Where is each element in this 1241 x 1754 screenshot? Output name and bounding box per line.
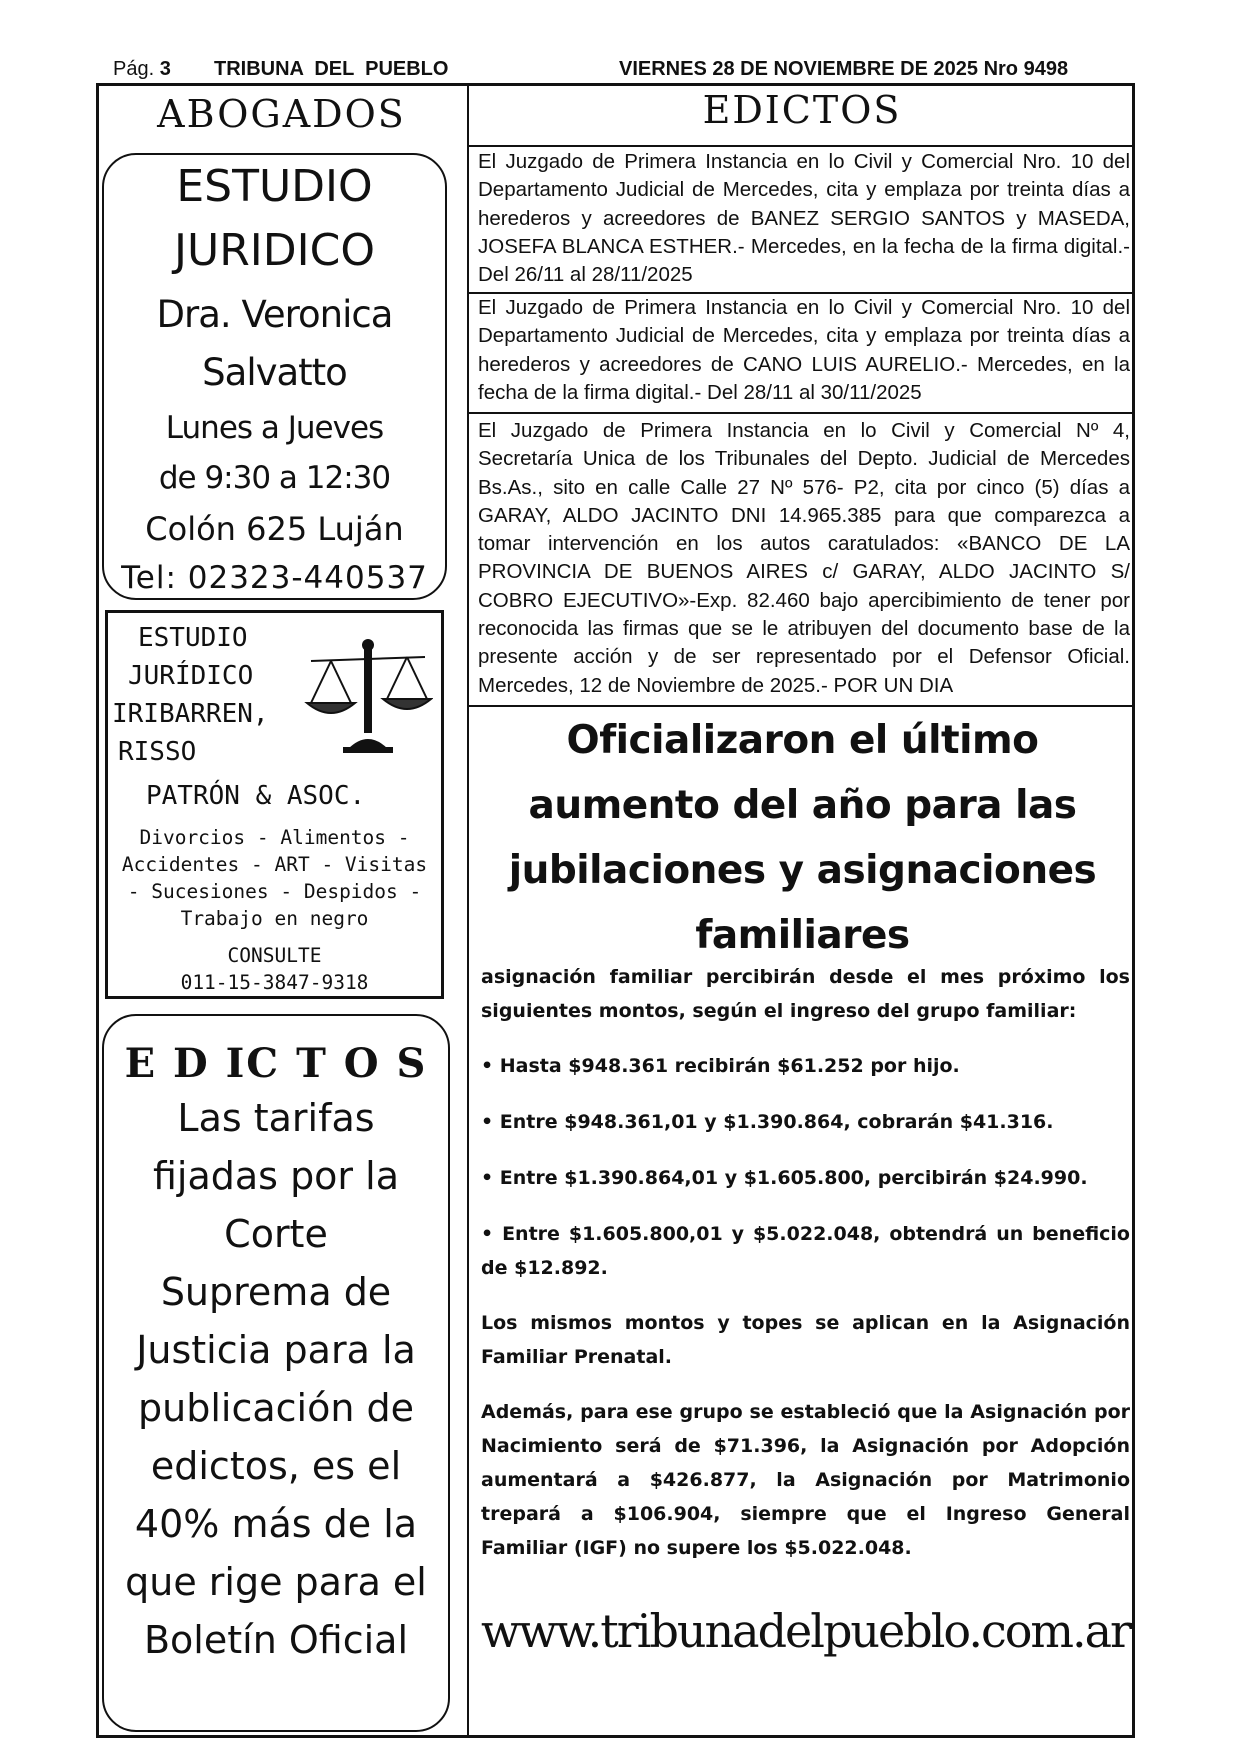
page-label: Pág. 3 (113, 58, 171, 80)
issue-date: VIERNES 28 DE NOVIEMBRE DE 2025 Nro 9498 (619, 58, 1069, 80)
rule (469, 705, 1135, 707)
scales-of-justice-icon (303, 637, 433, 762)
ad3-line: Boletín Oficial (143, 1618, 408, 1662)
rule (469, 145, 1135, 147)
article-bullet: • Entre $1.390.864,01 y $1.605.800, percibirán $24.990. (481, 1167, 1088, 1189)
column-divider (467, 86, 469, 1738)
ad-estudio-salvatto (102, 153, 447, 600)
article-title-line: jubilaciones y asignaciones (508, 848, 1097, 893)
ad2-line5: PATRÓN & ASOC. (146, 781, 366, 811)
article-title-line: Oficializaron el último (566, 718, 1039, 763)
ad3-line: Justicia para la (136, 1328, 416, 1372)
ad-estudio-iribarren (105, 610, 444, 999)
ad-edictos-tarifas (102, 1014, 450, 1732)
ad2-line3: IRIBARREN, (112, 699, 269, 729)
ad2-consult: CONSULTE (227, 944, 322, 967)
ad1-line1: ESTUDIO (176, 161, 373, 212)
ad2-services1: Divorcios - Alimentos - (139, 826, 410, 849)
ad3-line: edictos, es el (150, 1444, 402, 1488)
abogados-title: ABOGADOS (157, 92, 406, 136)
edict-item: El Juzgado de Primera Instancia en lo Civil y Comercial Nro. 10 del Departamento Judicial de Mercedes, cita y emplaza por treinta días a herederos y acreedores de BANEZ SERGIO SANTOS y MASEDA, JOSEFA BLANCA ESTHER.- Mercedes, en la fecha de la firma digital.- Del 26/11 al 28/11/2025 (478, 150, 1130, 287)
ad3-line: publicación de (138, 1386, 414, 1430)
ad1-hours: de 9:30 a 12:30 (158, 460, 391, 496)
article-title-line: familiares (695, 913, 910, 958)
edictos-title: EDICTOS (702, 88, 902, 132)
ad1-name1: Dra. Veronica (156, 293, 393, 336)
ad2-line4: RISSO (118, 737, 197, 767)
ad2-line2: JURÍDICO (128, 661, 254, 691)
website-url[interactable]: www.tribunadelpueblo.com.ar (481, 1604, 1131, 1658)
ad1-phone: Tel: 02323-440537 (121, 560, 428, 596)
edict-item: El Juzgado de Primera Instancia en lo Civil y Comercial Nº 4, Secretaría Unica de los Tribunales del Depto. Judicial de Mercedes Bs.As., sito en calle Calle 27 Nº 576- P2, cita por cinco (5) días a GARAY, ALDO JACINTO DNI 14.965.385 para que comparezca a tomar intervención en los autos caratulados: «BANCO DE LA PROVINCIA DE BUENOS AIRES c/ GARAY, ALDO JACINTO S/ COBRO EJECUTIVO»-Exp. 82.460 bajo apercibimiento de tener por reconocida las firmas que se le atribuyen del documento base de la presente acción y de ser representado por el Defensor Oficial. Mercedes, 12 de Noviembre de 2025.- POR UN DIA (478, 419, 1130, 697)
ad3-line: Las tarifas (177, 1096, 375, 1140)
ad1-days: Lunes a Jueves (165, 410, 384, 446)
page-number: 3 (159, 58, 171, 80)
ad3-line: Suprema de (160, 1270, 392, 1314)
ad2-services4: Trabajo en negro (180, 907, 369, 930)
ad3-line: Corte (224, 1212, 328, 1256)
ad1-name2: Salvatto (202, 351, 347, 394)
ad3-line: fijadas por la (153, 1154, 399, 1198)
article-bullet: • Entre $1.605.800,01 y $5.022.048, obtendrá un beneficio de $12.892. (481, 1223, 1130, 1279)
article-paragraph: Los mismos montos y topes se aplican en la Asignación Familiar Prenatal. (481, 1312, 1130, 1368)
article-paragraph: Además, para ese grupo se estableció que la Asignación por Nacimiento será de $71.396, la Asignación por Adopción aumentará a $426.877, la Asignación por Matrimonio trepará a $106.904, siempre que el Ingreso General Familiar (IGF) no supere los $5.022.048. (481, 1401, 1130, 1559)
ad1-line2: JURIDICO (174, 225, 375, 276)
rule (469, 412, 1135, 414)
ad2-phone: 011-15-3847-9318 (180, 971, 369, 994)
ad3-title: E D IC T O S (124, 1040, 428, 1087)
ad3-line: que rige para el (125, 1560, 427, 1604)
article-bullet: • Hasta $948.361 recibirán $61.252 por hijo. (481, 1055, 960, 1077)
ad2-services2: Accidentes - ART - Visitas (121, 853, 428, 876)
edict-item: El Juzgado de Primera Instancia en lo Civil y Comercial Nro. 10 del Departamento Judicial de Mercedes, cita y emplaza por treinta días a herederos y acreedores de CANO LUIS AURELIO.- Mercedes, en la fecha de la firma digital.- Del 28/11 al 30/11/2025 (478, 296, 1130, 404)
newspaper-name: TRIBUNA DEL PUEBLO (214, 58, 449, 80)
ad2-services3: - Sucesiones - Despidos - (127, 880, 422, 903)
ad1-address: Colón 625 Luján (145, 510, 404, 548)
ad3-line: 40% más de la (134, 1502, 418, 1546)
article-title-line: aumento del año para las (528, 783, 1077, 828)
article-bullet: • Entre $948.361,01 y $1.390.864, cobrarán $41.316. (481, 1111, 1054, 1133)
ad2-line1: ESTUDIO (138, 623, 248, 653)
article-intro: asignación familiar percibirán desde el mes próximo los siguientes montos, según el ingreso del grupo familiar: (481, 966, 1130, 1022)
